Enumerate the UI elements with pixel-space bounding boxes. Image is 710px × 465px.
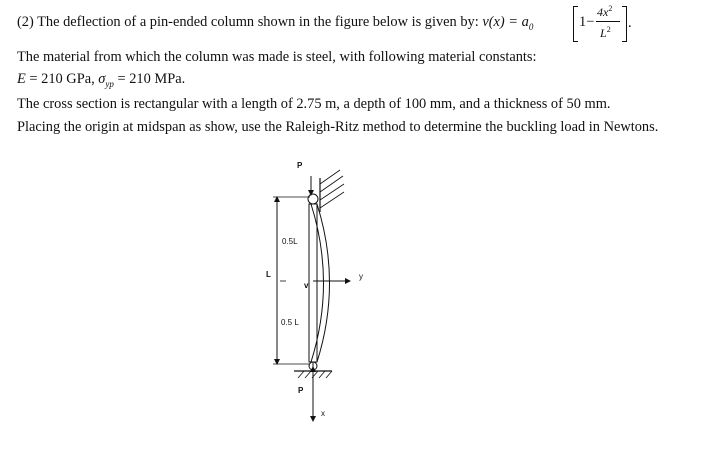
x-axis-label: x xyxy=(321,409,325,418)
equation-period: . xyxy=(628,15,632,31)
y-axis-arrowhead xyxy=(345,278,351,284)
top-pin xyxy=(308,194,318,204)
equation-numerator: $4x^2$ xyxy=(597,4,613,19)
bottom-support-hatch xyxy=(298,371,332,378)
top-load-label: P xyxy=(297,161,303,170)
deflection-label: v xyxy=(304,281,309,290)
equation-one-minus: 1− xyxy=(579,14,595,30)
x-axis-arrowhead xyxy=(310,416,316,422)
upper-half-label: 0.5L xyxy=(282,237,298,246)
instruction-line: Placing the origin at midspan as show, use the Raleigh-Ritz method to determine the buckling load in Newtons. xyxy=(17,119,659,135)
problem-intro: The deflection of a pin-ended column shown in the figure below is given by: xyxy=(37,14,479,30)
length-label: L xyxy=(266,270,271,279)
equation-denominator: $L^2$ xyxy=(600,25,611,40)
problem-number: (2) xyxy=(17,14,34,30)
cross-section-line: The cross section is rectangular with a length of 2.75 m, a depth of 100 mm, and a thickness of 50 mm. xyxy=(17,96,611,112)
bottom-load-label: P xyxy=(298,386,304,395)
y-axis-label: y xyxy=(359,272,363,281)
top-support-hatch xyxy=(320,170,344,208)
material-line: The material from which the column was made is steel, with following material constants: xyxy=(17,49,537,65)
top-load-arrowhead xyxy=(308,190,314,196)
deflection-equation-lhs: $v(x) = a_0$ xyxy=(482,14,534,32)
column-undeformed xyxy=(309,204,317,362)
lower-half-label: 0.5 L xyxy=(281,318,299,327)
constants-line: E = 210 GPa, $\sigma_{yp} = 210$ MPa. xyxy=(17,71,186,89)
